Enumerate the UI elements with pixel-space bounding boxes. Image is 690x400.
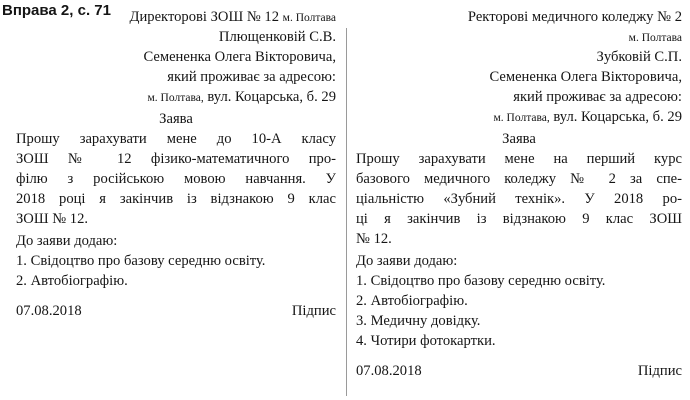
date: 07.08.2018 xyxy=(356,363,422,379)
address-name: Плющенковій С.В. xyxy=(218,29,336,45)
attachments-title: До заяви додаю: xyxy=(356,253,458,269)
address-to: Ректорові медичного коледжу № 2 xyxy=(467,9,682,25)
body-line: ЗОШ № 12 фізико-математичного про- xyxy=(16,151,336,167)
body-line: 2018 році я закінчив із відзнакою 9 клас xyxy=(16,191,336,207)
from-address xyxy=(148,88,336,109)
column-divider xyxy=(346,28,347,396)
body-line: базового медичного коледжу № 2 за спе- xyxy=(356,171,682,187)
attachment-item: 1. Свідоцтво про базову середню освіту. xyxy=(16,253,266,269)
attachments-title: До заяви додаю: xyxy=(16,233,118,249)
from-lives: який проживає за адресою: xyxy=(167,69,336,85)
signature: Підпис xyxy=(637,363,682,379)
signature: Підпис xyxy=(291,303,336,319)
address-name: Зубковій С.П. xyxy=(596,49,682,65)
body-line: Прошу зарахувати мене до 10-А класу xyxy=(16,131,336,147)
attachment-item: 2. Автобіографію. xyxy=(16,273,128,289)
attachment-item: 1. Свідоцтво про базову середню освіту. xyxy=(356,273,606,289)
from-address-city: м. Полтава, xyxy=(147,92,204,104)
body-line: філю з російською мовою навчання. У xyxy=(16,171,336,187)
body-line: ціальністю «Зубний технік». У 2018 ро- xyxy=(356,191,682,207)
body-line: № 12. xyxy=(356,231,392,247)
attachment-item: 2. Автобіографію. xyxy=(356,293,468,309)
address-city: м. Полтава xyxy=(628,32,682,44)
from-name: Семененка Олега Вікторовича, xyxy=(143,49,336,65)
from-name: Семененка Олега Вікторовича, xyxy=(489,69,682,85)
from-address xyxy=(494,108,682,129)
attachment-item: 3. Медичну довідку. xyxy=(356,313,481,329)
body-line: Прошу зарахувати мене на перший курс xyxy=(356,151,682,167)
body-line: ці я закінчив із відзнакою 9 клас ЗОШ xyxy=(356,211,682,227)
address-city: м. Полтава xyxy=(282,12,336,24)
address-to: Директорові ЗОШ № 12 xyxy=(129,9,280,25)
from-address-street: вул. Коцарська, б. 29 xyxy=(207,89,336,105)
date: 07.08.2018 xyxy=(16,303,82,319)
application-title: Заява xyxy=(502,131,536,147)
from-address-street: вул. Коцарська, б. 29 xyxy=(553,109,682,125)
address-to-line xyxy=(130,8,336,29)
from-address-city: м. Полтава, xyxy=(493,112,550,124)
body-line: ЗОШ № 12. xyxy=(16,211,89,227)
attachment-item: 4. Чотири фотокартки. xyxy=(356,333,496,349)
from-lives: який проживає за адресою: xyxy=(513,89,682,105)
application-title: Заява xyxy=(159,111,193,127)
exercise-heading: Вправа 2, с. 71 xyxy=(2,2,111,19)
